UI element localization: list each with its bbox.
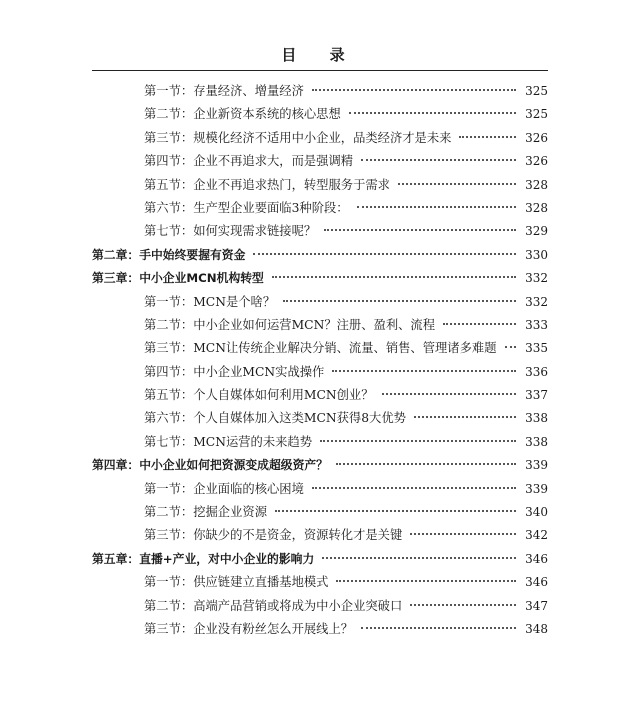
entry-label: 第一节： [144,481,194,496]
dot-leader [443,323,516,325]
dot-leader [382,393,516,395]
dot-leader [361,159,516,161]
toc-section-entry [92,174,548,197]
entry-page-number: 339 [525,481,548,496]
toc-chapter-entry [92,454,548,477]
dot-leader [283,300,516,302]
dot-leader [322,557,516,559]
entry-label: 第六节： [144,411,194,426]
dot-leader [324,229,516,231]
entry-label: 第五节： [144,388,194,403]
entry-title: MCN是个啥？ [193,294,276,309]
dot-leader [357,206,516,208]
entry-page-number: 325 [525,107,548,122]
toc-section-entry [92,80,548,103]
toc-section-entry [92,431,548,454]
toc-chapter-entry [92,267,548,290]
toc-section-entry [92,220,548,243]
entry-title: 中小企业MCN机构转型 [139,271,264,286]
entry-title: 企业新资本系统的核心思想 [193,107,341,122]
entry-label: 第二节： [144,317,194,332]
entry-page-number: 338 [525,434,548,449]
entry-label: 第三节： [144,130,194,145]
dot-leader [505,346,517,348]
entry-title: 直播+产业，对中小企业的影响力 [139,551,315,566]
dot-leader [272,276,516,278]
entry-page-number: 342 [525,528,548,543]
entry-page-number: 325 [525,84,548,98]
entry-title: 企业面临的核心困境 [193,481,304,496]
entry-page-number: 336 [525,364,548,379]
dot-leader [459,136,516,138]
entry-title: 手中始终要握有资金 [139,247,246,262]
entry-title: 中小企业如何运营MCN？注册、盈利、流程 [193,317,436,332]
toc-section-entry [92,524,548,547]
entry-title: 挖掘企业资源 [193,505,267,520]
entry-page-number: 337 [525,388,548,403]
dot-leader [336,580,516,582]
entry-title: 供应链建立直播基地模式 [193,575,329,590]
dot-leader [253,253,516,255]
entry-page-number: 333 [525,317,548,332]
entry-label: 第二节： [144,505,194,520]
dot-leader [349,112,516,114]
entry-label: 第二节： [144,598,194,613]
dot-leader [312,487,516,489]
dot-leader [336,463,516,465]
entry-page-number: 332 [525,294,548,309]
toc-section-entry [92,291,548,314]
dot-leader [320,440,516,442]
toc-section-entry [92,501,548,524]
entry-label: 第一节： [144,575,194,590]
toc-section-entry [92,314,548,337]
toc-section-entry [92,361,548,384]
entry-label: 第三节： [144,621,194,636]
entry-label: 第五章： [92,551,140,566]
entry-title: 企业不再追求热门，转型服务于需求 [193,177,390,192]
entry-label: 第三章： [92,271,140,286]
dot-leader [414,416,516,418]
entry-title: 企业不再追求大，而是强调精 [193,154,354,169]
dot-leader [332,370,516,372]
toc-section-entry [92,595,548,618]
entry-label: 第一节： [144,294,194,309]
entry-title: 中小企业MCN实战操作 [193,364,325,379]
entry-page-number: 330 [525,247,548,262]
toc-section-entry [92,407,548,430]
entry-label: 第七节： [144,224,194,239]
toc-section-entry [92,618,548,641]
dot-leader [361,627,516,629]
entry-page-number: 339 [525,458,548,473]
dot-leader [312,89,516,91]
entry-label: 第二章： [92,247,140,262]
entry-label: 第一节： [144,84,194,98]
entry-label: 第二节： [144,107,194,122]
entry-page-number: 326 [525,154,548,169]
dot-leader [275,510,516,512]
entry-page-number: 328 [525,200,548,215]
dot-leader [410,604,516,606]
entry-title: 个人自媒体如何利用MCN创业？ [193,388,374,403]
toc-chapter-entry [92,548,548,571]
toc-section-entry [92,384,548,407]
entry-title: 存量经济、增量经济 [193,84,304,98]
entry-page-number: 347 [525,598,548,613]
entry-title: 中小企业如何把资源变成超级资产？ [139,458,328,473]
toc-chapter-entry [92,244,548,267]
toc-section-entry [92,571,548,594]
toc-section-entry [92,127,548,150]
entry-title: 生产型企业要面临3种阶段： [193,200,349,215]
entry-page-number: 346 [525,551,548,566]
table-of-contents [92,80,548,641]
entry-page-number: 338 [525,411,548,426]
entry-label: 第四节： [144,364,194,379]
dot-leader [398,183,516,185]
entry-label: 第七节： [144,434,194,449]
entry-page-number: 348 [525,621,548,636]
entry-page-number: 329 [525,224,548,239]
entry-page-number: 328 [525,177,548,192]
entry-label: 第五节： [144,177,194,192]
entry-page-number: 332 [525,271,548,286]
entry-title: 高端产品营销或将成为中小企业突破口 [193,598,403,613]
entry-title: 如何实现需求链接呢？ [193,224,317,239]
toc-section-entry [92,103,548,126]
entry-page-number: 346 [525,575,548,590]
toc-section-entry [92,197,548,220]
toc-section-entry [92,478,548,501]
entry-page-number: 335 [525,341,548,356]
entry-page-number: 326 [525,130,548,145]
page-title: 目 录 [281,46,359,64]
entry-label: 第六节： [144,200,194,215]
entry-label: 第三节： [144,341,194,356]
dot-leader [410,533,516,535]
entry-label: 第四章： [92,458,140,473]
entry-title: 规模化经济不适用中小企业，品类经济才是未来 [193,130,452,145]
entry-label: 第四节： [144,154,194,169]
entry-title: 你缺少的不是资金，资源转化才是关键 [193,528,403,543]
entry-label: 第三节： [144,528,194,543]
toc-section-entry [92,337,548,360]
entry-title: 企业没有粉丝怎么开展线上？ [193,621,354,636]
entry-title: 个人自媒体加入这类MCN获得8大优势 [193,411,406,426]
entry-title: MCN运营的未来趋势 [193,434,313,449]
page-header [92,44,548,71]
entry-page-number: 340 [525,505,548,520]
entry-title: MCN让传统企业解决分销、流量、销售、管理诸多难题 [193,341,497,356]
toc-section-entry [92,150,548,173]
